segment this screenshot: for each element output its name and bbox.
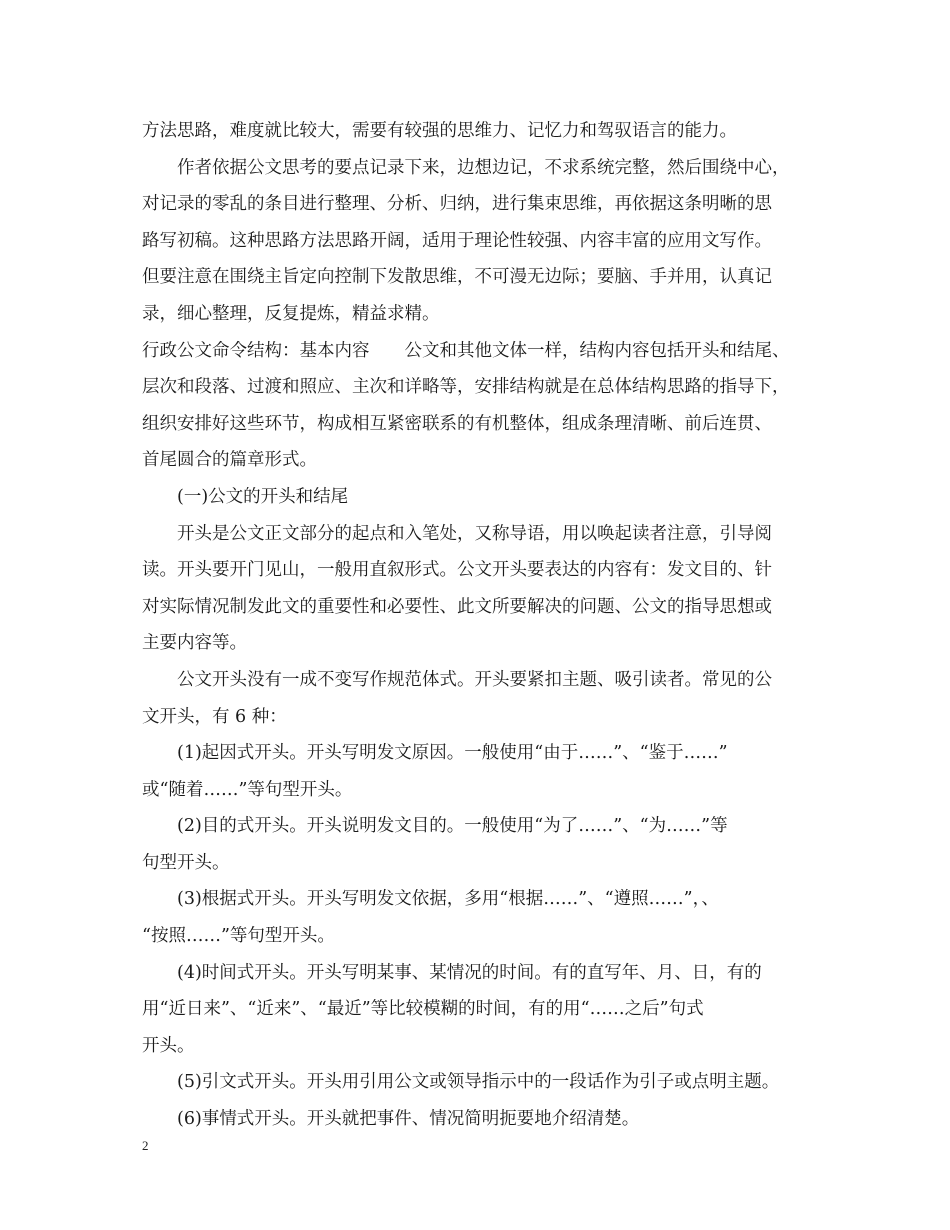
text-line: (1)起因式开头。开头写明发文原因。一般使用“由于……”、“鉴于……”: [177, 743, 728, 764]
text-line: (3)根据式开头。开头写明发文依据，多用“根据……”、“遵照……”，、: [177, 889, 719, 910]
text-line: 路写初稿。这种思路方法思路开阔，适用于理论性较强、内容丰富的应用文写作。: [142, 230, 772, 251]
text-line: 文开头，有 6 种：: [142, 706, 287, 727]
text-line: “按照……”等句型开头。: [142, 926, 335, 947]
text-line: 读。开头要开门见山，一般用直叙形式。公文开头要表达的内容有：发文目的、针: [142, 560, 772, 581]
text-line: 开头。: [142, 1035, 195, 1056]
document-body: [142, 113, 822, 1138]
text-line: 公文开头没有一成不变写作规范体式。开头要紧扣主题、吸引读者。常见的公: [177, 669, 772, 690]
text-line: 或“随着……”等句型开头。: [142, 779, 353, 800]
page-number: 2: [142, 1138, 149, 1153]
text-line: 句型开头。: [142, 852, 230, 873]
text-line: 首尾圆合的篇章形式。: [142, 450, 317, 471]
text-line: 用“近日来”、“近来”、“最近”等比较模糊的时间，有的用“……之后”句式: [142, 999, 704, 1020]
text-line: 作者依据公文思考的要点记录下来，边想边记，不求系统完整，然后围绕中心，: [177, 157, 790, 178]
text-line: 组织安排好这些环节，构成相互紧密联系的有机整体，组成条理清晰、前后连贯、: [142, 413, 772, 434]
text-line: 主要内容等。: [142, 633, 247, 654]
text-line: 录，细心整理，反复提炼，精益求精。: [142, 303, 440, 324]
text-line: 方法思路，难度就比较大，需要有较强的思维力、记忆力和驾驭语言的能力。: [142, 121, 737, 141]
text-line: (一)公文的开头和结尾: [177, 486, 349, 507]
text-line: (6)事情式开头。开头就把事件、情况简明扼要地介绍清楚。: [177, 1109, 640, 1130]
text-line: 对实际情况制发此文的重要性和必要性、此文所要解决的问题、公文的指导思想或: [142, 596, 772, 617]
text-line: 对记录的零乱的条目进行整理、分析、归纳，进行集束思维，再依据这条明晰的思: [142, 194, 772, 215]
text-line: 开头是公文正文部分的起点和入笔处，又称导语，用以唤起读者注意，引导阅: [177, 523, 772, 544]
text-line: (5)引文式开头。开头用引用公文或领导指示中的一段话作为引子或点明主题。: [177, 1072, 780, 1093]
text-line: (4)时间式开头。开头写明某事、某情况的时间。有的直写年、月、日，有的: [177, 962, 762, 983]
text-line: 层次和段落、过渡和照应、主次和详略等，安排结构就是在总体结构思路的指导下，: [142, 377, 790, 398]
text-line: (2)目的式开头。开头说明发文目的。一般使用“为了……”、“为……”等: [177, 816, 728, 837]
text-line: 但要注意在围绕主旨定向控制下发散思维，不可漫无边际；要脑、手并用，认真记: [142, 267, 772, 288]
text-line: 行政公文命令结构：基本内容 公文和其他文体一样，结构内容包括开头和结尾、: [142, 340, 790, 361]
